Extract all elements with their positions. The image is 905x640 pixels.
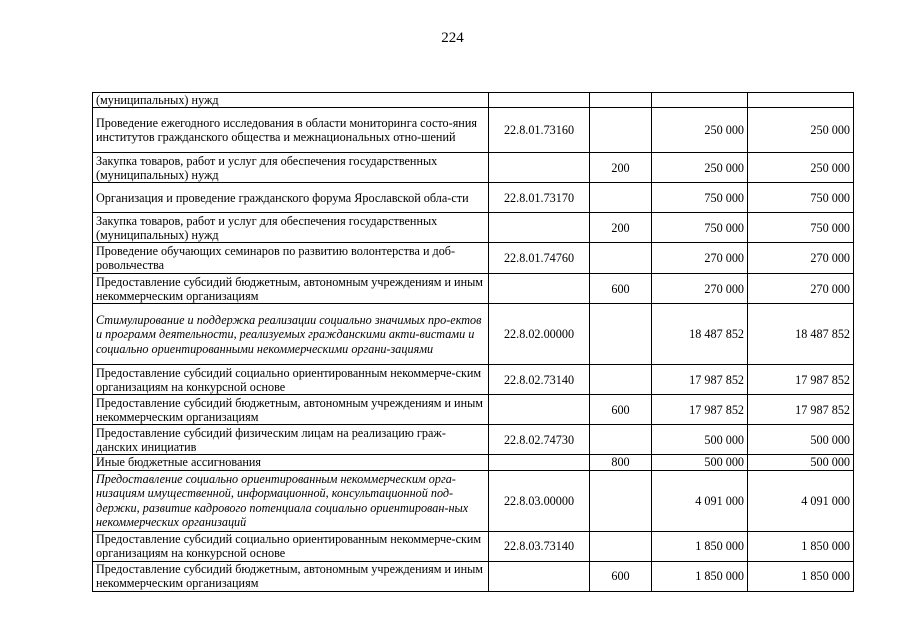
target-code: 22.8.02.74730	[489, 425, 590, 455]
table-row	[93, 243, 854, 274]
target-code: 22.8.01.73170	[489, 183, 590, 213]
amount-1: 1 850 000	[652, 561, 748, 591]
page-number: 224	[441, 30, 464, 46]
expense-type	[590, 243, 652, 274]
amount-1: 750 000	[652, 213, 748, 243]
amount-1: 1 850 000	[652, 531, 748, 561]
amount-1: 250 000	[652, 153, 748, 183]
target-code	[489, 455, 590, 470]
budget-table-body	[93, 93, 854, 592]
target-code	[489, 93, 590, 108]
expense-type: 600	[590, 395, 652, 425]
item-name: Закупка товаров, работ и услуг для обеспечения государственных (муниципальных) нужд	[93, 153, 489, 183]
item-name: Проведение обучающих семинаров по развитию волонтерства и доб-ровольчества	[93, 243, 489, 274]
target-code: 22.8.03.00000	[489, 470, 590, 531]
table-row	[93, 365, 854, 395]
amount-1	[652, 93, 748, 108]
amount-1: 18 487 852	[652, 304, 748, 365]
item-name: Предоставление субсидий физическим лицам на реализацию граж-данских инициатив	[93, 425, 489, 455]
item-name: Закупка товаров, работ и услуг для обеспечения государственных (муниципальных) нужд	[93, 213, 489, 243]
amount-2: 500 000	[748, 455, 854, 470]
amount-1: 270 000	[652, 274, 748, 304]
expense-type	[590, 425, 652, 455]
expense-type: 800	[590, 455, 652, 470]
amount-1: 17 987 852	[652, 395, 748, 425]
table-row	[93, 531, 854, 561]
amount-2: 750 000	[748, 213, 854, 243]
table-row	[93, 108, 854, 153]
amount-1: 4 091 000	[652, 470, 748, 531]
table-row	[93, 561, 854, 591]
item-name: Предоставление субсидий социально ориентированным некоммерче-ским организациям на конкурсной основе	[93, 365, 489, 395]
item-name: (муниципальных) нужд	[93, 93, 489, 108]
expense-type	[590, 183, 652, 213]
amount-2: 1 850 000	[748, 531, 854, 561]
target-code	[489, 153, 590, 183]
item-name: Организация и проведение гражданского форума Ярославской обла-сти	[93, 183, 489, 213]
amount-2: 18 487 852	[748, 304, 854, 365]
amount-1: 270 000	[652, 243, 748, 274]
item-name: Предоставление субсидий бюджетным, автономным учреждениям и иным некоммерческим организациям	[93, 395, 489, 425]
expense-type: 200	[590, 153, 652, 183]
amount-1: 250 000	[652, 108, 748, 153]
expense-type	[590, 93, 652, 108]
amount-1: 500 000	[652, 425, 748, 455]
table-row	[93, 395, 854, 425]
expense-type	[590, 470, 652, 531]
table-row	[93, 304, 854, 365]
table-row	[93, 455, 854, 470]
target-code	[489, 213, 590, 243]
table-row	[93, 93, 854, 108]
table-row	[93, 183, 854, 213]
amount-2: 250 000	[748, 108, 854, 153]
table-row	[93, 425, 854, 455]
expense-type: 200	[590, 213, 652, 243]
amount-2: 4 091 000	[748, 470, 854, 531]
expense-type	[590, 304, 652, 365]
target-code: 22.8.02.00000	[489, 304, 590, 365]
amount-1: 500 000	[652, 455, 748, 470]
table-row	[93, 274, 854, 304]
target-code	[489, 561, 590, 591]
item-name: Предоставление субсидий социально ориентированным некоммерче-ским организациям на конкурсной основе	[93, 531, 489, 561]
amount-2: 250 000	[748, 153, 854, 183]
table-row	[93, 213, 854, 243]
target-code	[489, 274, 590, 304]
table-row	[93, 153, 854, 183]
table-row	[93, 470, 854, 531]
target-code: 22.8.02.73140	[489, 365, 590, 395]
item-name: Предоставление субсидий бюджетным, автономным учреждениям и иным некоммерческим организациям	[93, 561, 489, 591]
expense-type	[590, 108, 652, 153]
expense-type: 600	[590, 561, 652, 591]
budget-table	[92, 92, 854, 592]
item-name: Проведение ежегодного исследования в области мониторинга состо-яния институтов гражданского общества и межнациональных отно-шений	[93, 108, 489, 153]
amount-2: 500 000	[748, 425, 854, 455]
amount-2: 1 850 000	[748, 561, 854, 591]
amount-2: 17 987 852	[748, 365, 854, 395]
amount-1: 17 987 852	[652, 365, 748, 395]
amount-2: 17 987 852	[748, 395, 854, 425]
item-name: Иные бюджетные ассигнования	[93, 455, 489, 470]
item-name: Предоставление субсидий бюджетным, автономным учреждениям и иным некоммерческим организациям	[93, 274, 489, 304]
amount-2: 270 000	[748, 274, 854, 304]
target-code	[489, 395, 590, 425]
target-code: 22.8.03.73140	[489, 531, 590, 561]
item-name: Предоставление социально ориентированным некоммерческим орга-низациям имущественной, информационной, консультационной под-держки, развитие кадрового потенциала социально ориентирован-ных некоммерческих организаций	[93, 470, 489, 531]
item-name: Стимулирование и поддержка реализации социально значимых про-ектов и программ деятельности, реализуемых гражданскими акти-вистами и социально ориентированными некоммерческими органи-зациями	[93, 304, 489, 365]
amount-2: 270 000	[748, 243, 854, 274]
amount-2	[748, 93, 854, 108]
expense-type	[590, 531, 652, 561]
expense-type	[590, 365, 652, 395]
amount-2: 750 000	[748, 183, 854, 213]
target-code: 22.8.01.73160	[489, 108, 590, 153]
target-code: 22.8.01.74760	[489, 243, 590, 274]
expense-type: 600	[590, 274, 652, 304]
amount-1: 750 000	[652, 183, 748, 213]
